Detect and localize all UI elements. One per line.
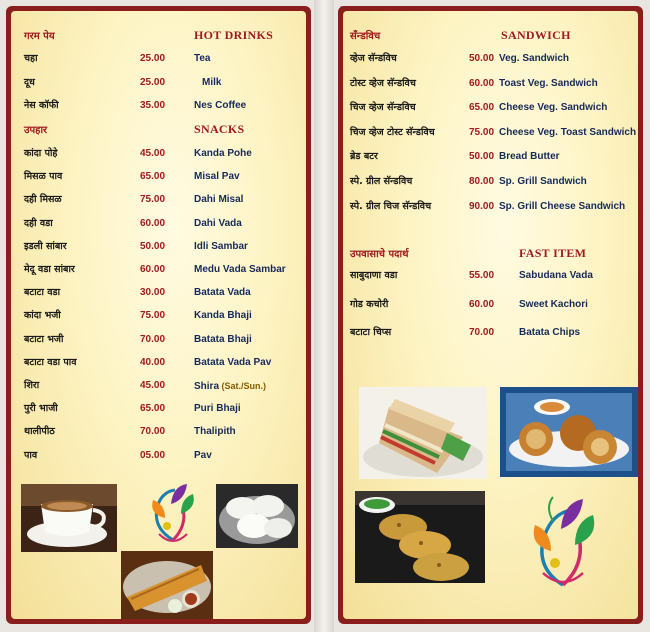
menu-page-right	[338, 6, 643, 624]
floral-ornament-right	[523, 491, 603, 591]
menu-item-row	[11, 99, 306, 117]
menu-item-name-english: Medu Vada Sambar	[194, 264, 286, 275]
menu-item-name-marathi: पुरी भाजी	[24, 403, 58, 415]
menu-item-price: 55.00	[469, 270, 495, 281]
menu-item-row	[343, 175, 638, 193]
menu-item-price: 30.00	[140, 287, 166, 299]
menu-item-name-marathi: दही वडा	[24, 217, 53, 229]
menu-item-row	[11, 309, 306, 327]
menu-item-name-english: Tea	[194, 53, 211, 64]
menu-item-price: 75.00	[140, 310, 166, 322]
menu-item-row	[343, 101, 638, 119]
menu-item-name-english: Nes Coffee	[194, 100, 247, 111]
menu-item-name-english: Sweet Kachori	[519, 298, 588, 310]
menu-item-price: 60.00	[140, 264, 166, 275]
menu-item-price: 50.00	[469, 151, 495, 163]
menu-item-name-marathi: दूध	[24, 76, 35, 88]
menu-item-price: 70.00	[140, 333, 166, 345]
menu-item-row	[343, 77, 638, 95]
section-title-snacks-marathi: उपहार	[24, 125, 48, 136]
menu-item-name-english: Batata Vada	[194, 287, 251, 299]
menu-item-price: 75.00	[469, 126, 495, 138]
menu-item-note: (Sat./Sun.)	[219, 381, 267, 391]
menu-item-name-marathi: टोस्ट व्हेज सॅन्डविच	[350, 77, 416, 89]
menu-page-left	[6, 6, 311, 624]
menu-item-name-english: Thalipith	[194, 426, 236, 438]
menu-item-row	[11, 76, 306, 94]
menu-item-name-english: Puri Bhaji	[194, 403, 241, 415]
menu-item-price: 80.00	[469, 176, 495, 187]
menu-item-price: 70.00	[140, 426, 166, 438]
menu-item-row	[11, 356, 306, 374]
section-title-snacks: SNACKS	[194, 122, 245, 136]
menu-item-name-marathi: बटाटा चिप्स	[350, 327, 392, 338]
menu-item-price: 45.00	[140, 380, 166, 391]
menu-item-price: 65.00	[140, 171, 166, 183]
menu-item-name-english: Sp. Grill Cheese Sandwich	[499, 200, 626, 212]
menu-item-row	[343, 52, 638, 70]
menu-item-row	[11, 147, 306, 165]
menu-item-name-english: Milk	[202, 76, 222, 88]
menu-item-price: 50.00	[469, 53, 495, 64]
menu-item-name-english: Kanda Pohe	[194, 148, 252, 159]
menu-item-name-marathi: व्हेज सॅन्डविच	[350, 53, 397, 64]
menu-item-name-marathi: कांदा पोहे	[24, 148, 58, 159]
idli-photo	[216, 484, 298, 548]
menu-item-name-marathi: मिसळ पाव	[24, 171, 63, 183]
menu-item-row	[11, 263, 306, 281]
menu-item-row	[343, 200, 638, 218]
section-title-hot-drinks: HOT DRINKS	[194, 28, 274, 42]
menu-item-name-marathi: बटाटा वडा पाव	[24, 356, 77, 368]
menu-item-row	[343, 326, 638, 344]
menu-item-price: 25.00	[140, 53, 166, 64]
menu-item-row	[343, 298, 638, 316]
menu-item-row	[11, 379, 306, 397]
menu-item-name-marathi: ब्रेड बटर	[350, 151, 378, 163]
section-title-fast-items-marathi: उपवासाचे पदार्थ	[350, 249, 409, 260]
menu-item-name-english: Pav	[194, 449, 212, 461]
menu-item-name-marathi: स्पे. ग्रील सॅन्डविच	[350, 176, 413, 187]
menu-item-name-english: Sabudana Vada	[519, 270, 593, 281]
menu-item-name-marathi: मेदू वडा सांबार	[24, 264, 75, 275]
menu-item-name-marathi: साबुदाणा वडा	[350, 270, 398, 281]
menu-item-name-marathi: शिरा	[24, 380, 40, 391]
kachori-photo	[500, 387, 638, 477]
menu-item-price: 25.00	[140, 76, 166, 88]
menu-item-name-marathi: इडली सांबार	[24, 240, 67, 252]
menu-item-name-english: Bread Butter	[499, 151, 560, 163]
menu-item-row	[11, 217, 306, 235]
menu-item-price: 90.00	[469, 200, 495, 212]
menu-item-name-english: Kanda Bhaji	[194, 310, 252, 322]
menu-item-price: 65.00	[469, 102, 495, 114]
dosa-photo	[121, 551, 213, 619]
menu-item-name-marathi: गोड कचोरी	[350, 298, 389, 310]
menu-item-name-english: Batata Bhaji	[194, 333, 252, 345]
menu-item-row	[11, 402, 306, 420]
menu-item-name-english: Misal Pav	[194, 171, 240, 183]
menu-page-left-paper	[11, 11, 306, 619]
menu-item-name-english: Sp. Grill Sandwich	[499, 176, 587, 187]
menu-item-name-marathi: स्पे. ग्रील चिज सॅन्डविच	[350, 200, 432, 212]
menu-item-price: 60.00	[469, 298, 495, 310]
section-title-hot-drinks-marathi: गरम पेय	[24, 31, 55, 42]
menu-item-row	[11, 449, 306, 467]
menu-item-price: 50.00	[140, 240, 166, 252]
menu-item-name-marathi: पाव	[24, 449, 38, 461]
coffee-cup-photo	[21, 484, 117, 552]
menu-item-row	[11, 286, 306, 304]
menu-item-row	[11, 333, 306, 351]
menu-item-name-marathi: दही मिसळ	[24, 194, 62, 206]
menu-item-price: 65.00	[140, 403, 166, 415]
menu-item-price: 60.00	[469, 77, 495, 89]
menu-item-name-english: Toast Veg. Sandwich	[499, 77, 598, 89]
menu-item-row	[11, 170, 306, 188]
menu-item-name-english: Idli Sambar	[194, 240, 248, 252]
menu-item-price: 70.00	[469, 327, 495, 338]
page-gutter	[314, 0, 334, 632]
menu-item-name-marathi: बटाटा वडा	[24, 287, 61, 299]
menu-item-row	[343, 269, 638, 287]
menu-item-name-english: Cheese Veg. Toast Sandwich	[499, 126, 637, 138]
menu-item-row	[11, 240, 306, 258]
menu-item-name-english: Dahi Vada	[194, 217, 242, 229]
menu-item-price: 35.00	[140, 100, 166, 111]
menu-item-row	[343, 126, 638, 144]
menu-item-name-marathi: थालीपीठ	[24, 426, 55, 438]
floral-ornament	[143, 478, 203, 548]
menu-item-name-marathi: चहा	[24, 53, 38, 64]
menu-page-right-paper	[343, 11, 638, 619]
menu-item-row	[11, 52, 306, 70]
section-title-sandwich-marathi: सँन्डविच	[350, 31, 381, 42]
menu-item-name-marathi: बटाटा भजी	[24, 333, 64, 345]
menu-item-name-english: Veg. Sandwich	[499, 53, 570, 64]
menu-item-name-marathi: चिज व्हेज टोस्ट सॅन्डविच	[350, 126, 435, 138]
section-title-fast-items: FAST ITEM	[519, 246, 587, 260]
section-title-sandwich: SANDWICH	[501, 28, 571, 42]
menu-item-name-english: Batata Vada Pav	[194, 356, 272, 368]
menu-item-name-english: Dahi Misal	[194, 194, 244, 206]
menu-item-price: 05.00	[140, 449, 166, 461]
menu-item-row	[343, 150, 638, 168]
menu-item-name-marathi: कांदा भजी	[24, 310, 61, 322]
menu-item-price: 75.00	[140, 194, 166, 206]
sandwich-photo	[359, 387, 487, 479]
menu-item-price: 40.00	[140, 356, 166, 368]
menu-item-price: 60.00	[140, 217, 166, 229]
menu-item-name-marathi: नेस कॉफी	[24, 100, 59, 111]
menu-item-name-english: Batata Chips	[519, 327, 581, 338]
menu-item-name-marathi: चिज व्हेज सॅन्डविच	[350, 102, 416, 114]
menu-item-price: 45.00	[140, 148, 166, 159]
menu-item-name-english: Shira (Sat./Sun.)	[194, 381, 267, 392]
menu-item-row	[11, 193, 306, 211]
menu-item-row	[11, 425, 306, 443]
menu-item-name-english: Cheese Veg. Sandwich	[499, 102, 608, 114]
sabudana-vada-photo	[355, 491, 485, 583]
